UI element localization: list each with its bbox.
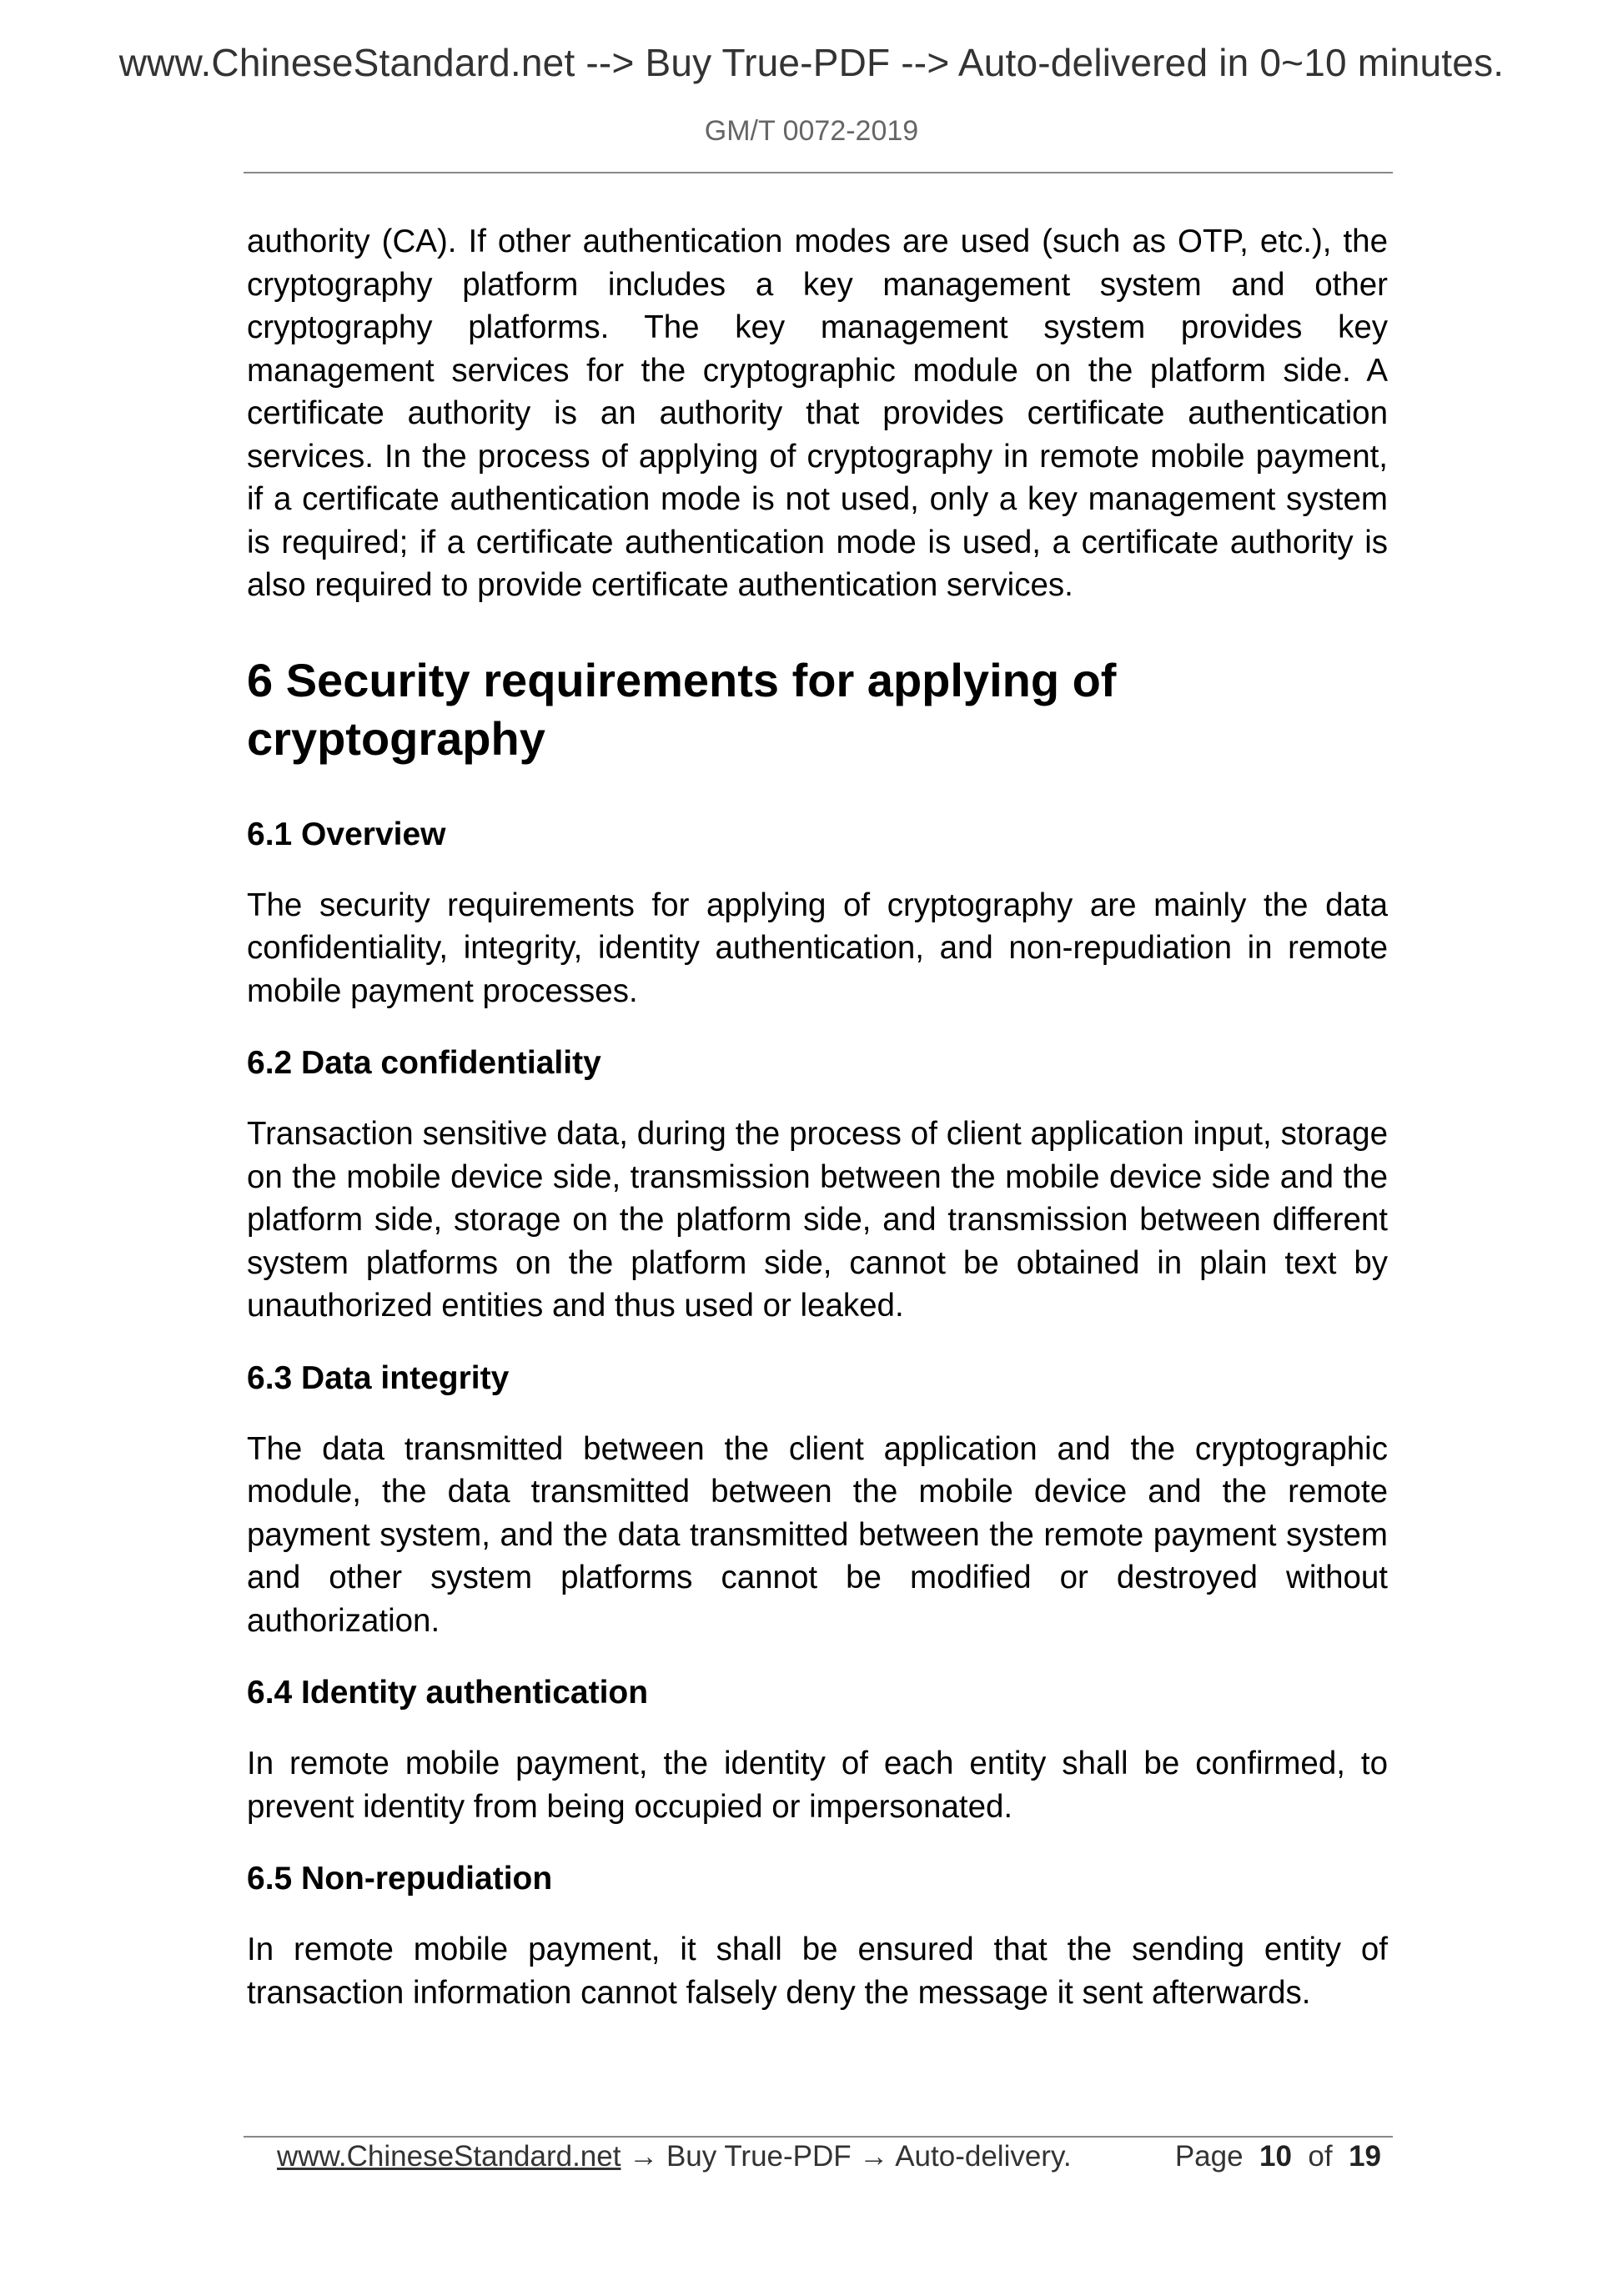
page-total: 19	[1349, 2140, 1381, 2173]
footer-buy-text: Buy True-PDF	[666, 2140, 852, 2173]
section-6-title: 6 Security requirements for applying of cryptography	[247, 653, 1117, 765]
page-footer	[277, 2140, 1388, 2182]
section-6-3-title: 6.3 Data integrity	[247, 1359, 510, 1396]
section-6-5-title: 6.5 Non-repudiation	[247, 1861, 553, 1897]
header-divider	[244, 172, 1393, 173]
section-6-3-text: The data transmitted between the client application and the cryptographic module, the data transmitted between the mobile device and the remote payment system, and the data transmitted between the remote payment system and other system platforms cannot be modified or destroyed without authorization.	[247, 1430, 1388, 1639]
footer-delivery-text: Auto-delivery.	[895, 2140, 1072, 2173]
section-6-4-title: 6.4 Identity authentication	[247, 1675, 649, 1711]
document-number: GM/T 0072-2019	[704, 115, 919, 147]
section-6-5-text: In remote mobile payment, it shall be ensured that the sending entity of transaction information cannot falsely deny the message it sent afterwards.	[247, 1932, 1388, 2011]
arrow-right-icon: →	[629, 2140, 659, 2173]
footer-promo	[277, 2140, 1072, 2173]
section-6-1-text: The security requirements for applying of cryptography are mainly the data confidentiality, integrity, identity authentication, and non-repudiation in remote mobile payment processes.	[247, 887, 1388, 1009]
section-6-2-title: 6.2 Data confidentiality	[247, 1045, 601, 1081]
section-6-2-text: Transaction sensitive data, during the process of client application input, storage on the mobile device side, transmission between the mobile device side and the platform side, storage on the platform side, and transmission between different system platforms on the platform side, cannot be obtained in plain text by unauthorized entities and thus used or leaked.	[247, 1116, 1388, 1324]
page-current: 10	[1259, 2140, 1292, 2173]
intro-paragraph: authority (CA). If other authentication modes are used (such as OTP, etc.), the cryptography platform includes a key management system and other cryptography platforms. The key management system provides key management services for the cryptographic module on the platform side. A certificate authority is an authority that provides certificate authentication services. In the process of applying of cryptography in remote mobile payment, if a certificate authentication mode is not used, only a key management system is required; if a certificate authentication mode is used, a certificate authority is also required to provide certificate authentication services.	[247, 224, 1388, 603]
arrow-right-icon: →	[859, 2140, 889, 2173]
page-content	[247, 220, 1388, 2014]
footer-site-link[interactable]: www.ChineseStandard.net	[277, 2140, 621, 2173]
page-of-label: of	[1308, 2140, 1333, 2173]
page-indicator	[1175, 2140, 1381, 2173]
section-6-4-text: In remote mobile payment, the identity of each entity shall be confirmed, to prevent identity from being occupied or impersonated.	[247, 1746, 1388, 1825]
page-label: Page	[1174, 2140, 1244, 2173]
site-banner: www.ChineseStandard.net --> Buy True-PDF --> Auto-delivered in 0~10 minutes.	[118, 41, 1505, 84]
section-6-1-title: 6.1 Overview	[247, 816, 446, 852]
footer-divider	[244, 2136, 1393, 2138]
